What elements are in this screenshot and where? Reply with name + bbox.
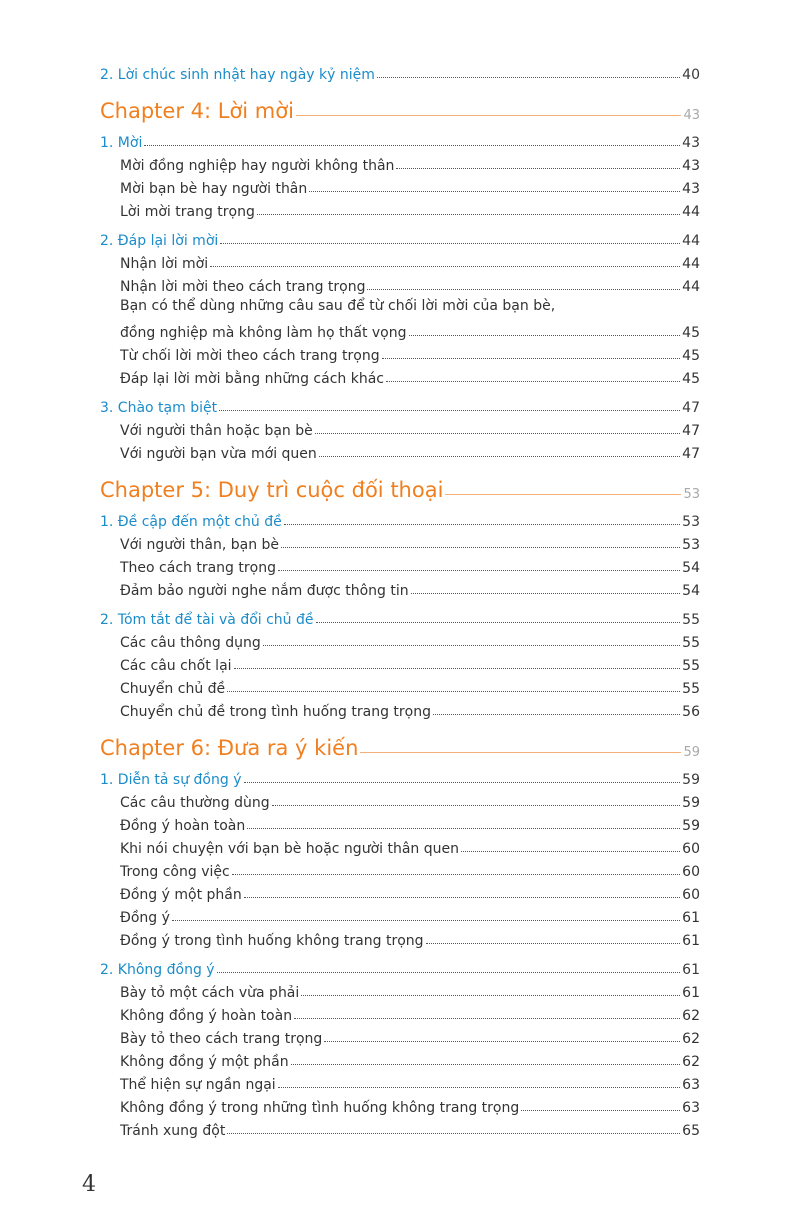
toc-page-number: 44 (682, 256, 700, 272)
dot-leader (433, 714, 680, 715)
toc-page-number: 47 (682, 423, 700, 439)
dot-leader (234, 668, 681, 669)
toc-page-number: 59 (682, 772, 700, 788)
toc-entry-label: 1. Mời (100, 135, 143, 151)
toc-entry-label: Đáp lại lời mời bằng những cách khác (120, 371, 384, 387)
toc-item[interactable] (100, 341, 700, 364)
toc-page-number: 40 (682, 67, 700, 83)
toc-item[interactable] (100, 857, 700, 880)
toc-page-number: 53 (682, 514, 700, 530)
toc-page-number: 43 (682, 158, 700, 174)
section-entry[interactable] (100, 765, 700, 788)
toc-item[interactable] (100, 811, 700, 834)
toc-item[interactable] (100, 1024, 700, 1047)
dot-leader (521, 1110, 680, 1111)
toc-page-number: 60 (682, 887, 700, 903)
toc-entry-label: Tránh xung đột (120, 1123, 226, 1139)
toc-entry-label: 2. Lời chúc sinh nhật hay ngày kỷ niệm (100, 67, 375, 83)
toc-item[interactable] (100, 151, 700, 174)
toc-entry-label: Nhận lời mời theo cách trang trọng (120, 279, 366, 295)
toc-page-number: 45 (682, 371, 700, 387)
dot-leader (324, 1041, 680, 1042)
toc-page-number: 43 (683, 108, 700, 123)
toc-page-number: 44 (682, 233, 700, 249)
toc-page-number: 44 (682, 279, 700, 295)
toc-item[interactable] (100, 439, 700, 462)
toc-entry-label: Không đồng ý trong những tình huống không trang trọng (120, 1100, 520, 1116)
toc-entry-label: Bày tỏ một cách vừa phải (120, 985, 300, 1001)
toc-page-number: 62 (682, 1008, 700, 1024)
toc-item[interactable] (100, 364, 700, 387)
toc-entry-label: Chapter 6: Đưa ra ý kiến (100, 736, 359, 760)
dot-leader (247, 828, 680, 829)
toc-page-number: 43 (682, 135, 700, 151)
toc-entry-label: 2. Đáp lại lời mời (100, 233, 219, 249)
dot-leader (278, 570, 680, 571)
section-entry[interactable] (100, 605, 700, 628)
toc-entry-label: Với người bạn vừa mới quen (120, 446, 317, 462)
toc-page-number: 56 (682, 704, 700, 720)
toc-entry-label: Thể hiện sự ngần ngại (120, 1077, 276, 1093)
toc-page-number: 59 (683, 745, 700, 760)
toc-page-number: 45 (682, 348, 700, 364)
toc-item-multiline[interactable] (100, 295, 700, 341)
dot-leader (367, 289, 680, 290)
toc-entry-line2 (120, 318, 700, 341)
toc-item[interactable] (100, 1001, 700, 1024)
dot-leader (281, 547, 680, 548)
toc-page-number: 43 (682, 181, 700, 197)
dot-leader (232, 874, 680, 875)
dot-leader (461, 851, 680, 852)
dot-leader (210, 266, 680, 267)
toc-page-number: 59 (682, 795, 700, 811)
toc-item[interactable] (100, 1116, 700, 1139)
toc-item[interactable] (100, 978, 700, 1001)
toc-page-number: 54 (682, 583, 700, 599)
dot-leader (172, 920, 680, 921)
toc-item[interactable] (100, 576, 700, 599)
dot-leader (309, 191, 680, 192)
toc-item[interactable] (100, 834, 700, 857)
toc-entry-top[interactable] (100, 60, 700, 83)
toc-item[interactable] (100, 628, 700, 651)
chapter-heading[interactable] (100, 89, 700, 128)
dot-leader (217, 972, 681, 973)
toc-entry-label: Không đồng ý một phần (120, 1054, 289, 1070)
toc-page-number: 47 (682, 446, 700, 462)
toc-entry-label: Với người thân, bạn bè (120, 537, 280, 553)
dot-leader (315, 433, 680, 434)
toc-page-number: 55 (682, 681, 700, 697)
dot-leader (227, 691, 680, 692)
toc-entry-label: Khi nói chuyện với bạn bè hoặc người thân quen (120, 841, 459, 857)
toc-entry-label: Đồng ý (120, 910, 170, 926)
dot-leader (411, 593, 681, 594)
dot-leader (272, 805, 681, 806)
dot-leader (244, 897, 680, 898)
toc-entry-label: Chuyển chủ đề trong tình huống trang trọng (120, 704, 432, 720)
toc-page-number: 47 (682, 400, 700, 416)
toc-entry-label: 2. Tóm tắt để tài và đổi chủ đề (100, 612, 314, 628)
dot-leader (409, 335, 681, 336)
dot-leader (386, 381, 680, 382)
toc-entry-label: Lời mời trang trọng (120, 204, 255, 220)
toc-entry-label: Từ chối lời mời theo cách trang trọng (120, 348, 380, 364)
dot-leader (294, 1018, 680, 1019)
toc-item[interactable] (100, 1093, 700, 1116)
toc-page-number: 61 (682, 985, 700, 1001)
toc-page-number: 63 (682, 1100, 700, 1116)
toc-page-number: 55 (682, 635, 700, 651)
dot-leader (227, 1133, 680, 1134)
dot-leader (263, 645, 680, 646)
toc-entry-label: Mời đồng nghiệp hay người không thân (120, 158, 395, 174)
toc-entry-label: Không đồng ý hoàn toàn (120, 1008, 293, 1024)
section-entry[interactable] (100, 393, 700, 416)
dot-leader (360, 752, 681, 753)
toc-page-number: 61 (682, 962, 700, 978)
toc-entry-label: 3. Chào tạm biệt (100, 400, 218, 416)
toc-page-number: 54 (682, 560, 700, 576)
toc-item[interactable] (100, 553, 700, 576)
toc-entry-label: Bày tỏ theo cách trang trọng (120, 1031, 323, 1047)
toc-item[interactable] (100, 174, 700, 197)
toc-item[interactable] (100, 530, 700, 553)
toc-page-number: 60 (682, 864, 700, 880)
toc-entry-label: Chapter 5: Duy trì cuộc đối thoại (100, 478, 444, 502)
toc-page-number: 60 (682, 841, 700, 857)
toc-page-number: 62 (682, 1031, 700, 1047)
dot-leader (396, 168, 680, 169)
toc-item[interactable] (100, 880, 700, 903)
toc-item[interactable] (100, 1070, 700, 1093)
toc-entry-label: Chapter 4: Lời mời (100, 99, 294, 123)
toc-entry-label: Trong công việc (120, 864, 230, 880)
toc-entry-label-cont: đồng nghiệp mà không làm họ thất vọng (120, 325, 407, 341)
page-number: 4 (82, 1172, 96, 1197)
dot-leader (319, 456, 680, 457)
toc-entry-label: Theo cách trang trọng (120, 560, 276, 576)
toc-page-number: 61 (682, 910, 700, 926)
toc-item[interactable] (100, 788, 700, 811)
toc-entry-label: Mời bạn bè hay người thân (120, 181, 308, 197)
toc-entry-label: Đồng ý hoàn toàn (120, 818, 246, 834)
section-entry[interactable] (100, 507, 700, 530)
toc-page-number: 44 (682, 204, 700, 220)
toc-item[interactable] (100, 697, 700, 720)
toc-item[interactable] (100, 903, 700, 926)
dot-leader (377, 77, 680, 78)
dot-leader (257, 214, 680, 215)
dot-leader (284, 524, 680, 525)
dot-leader (316, 622, 681, 623)
dot-leader (220, 243, 680, 244)
toc-entry-label: Chuyển chủ đề (120, 681, 226, 697)
table-of-contents (100, 60, 700, 1139)
dot-leader (244, 782, 681, 783)
toc-page-number: 61 (682, 933, 700, 949)
toc-item[interactable] (100, 1047, 700, 1070)
toc-entry-label: 1. Đề cập đến một chủ đề (100, 514, 282, 530)
toc-entry-label: Nhận lời mời (120, 256, 209, 272)
toc-page-number: 55 (682, 612, 700, 628)
toc-page-number: 59 (682, 818, 700, 834)
dot-leader (426, 943, 681, 944)
dot-leader (144, 145, 680, 146)
toc-item[interactable] (100, 249, 700, 272)
toc-entry-label: 1. Diễn tả sự đồng ý (100, 772, 242, 788)
toc-item[interactable] (100, 197, 700, 220)
toc-entry-label: Đồng ý trong tình huống không trang trọng (120, 933, 424, 949)
toc-page-number: 65 (682, 1123, 700, 1139)
chapter-heading[interactable] (100, 468, 700, 507)
section-entry[interactable] (100, 226, 700, 249)
toc-entry-label: Các câu chốt lại (120, 658, 232, 674)
toc-entry-label: Các câu thường dùng (120, 795, 270, 811)
dot-leader (445, 494, 681, 495)
toc-item[interactable] (100, 272, 700, 295)
toc-entry-label: 2. Không đồng ý (100, 962, 215, 978)
toc-page-number: 53 (682, 537, 700, 553)
dot-leader (219, 410, 680, 411)
toc-item[interactable] (100, 674, 700, 697)
toc-entry-label: Đồng ý một phần (120, 887, 242, 903)
toc-page-number: 62 (682, 1054, 700, 1070)
section-entry[interactable] (100, 955, 700, 978)
dot-leader (382, 358, 681, 359)
toc-entry-label: Đảm bảo người nghe nắm được thông tin (120, 583, 409, 599)
toc-page-number: 53 (683, 487, 700, 502)
toc-entry-label: Bạn có thể dùng những câu sau để từ chối lời mời của bạn bè, (120, 298, 556, 314)
toc-page-number: 55 (682, 658, 700, 674)
chapter-heading[interactable] (100, 726, 700, 765)
toc-entry-label: Các câu thông dụng (120, 635, 261, 651)
toc-item[interactable] (100, 651, 700, 674)
toc-page-number: 45 (682, 325, 700, 341)
toc-item[interactable] (100, 416, 700, 439)
dot-leader (296, 115, 682, 116)
toc-page-number: 63 (682, 1077, 700, 1093)
toc-entry-label: Với người thân hoặc bạn bè (120, 423, 313, 439)
toc-item[interactable] (100, 926, 700, 949)
dot-leader (291, 1064, 681, 1065)
dot-leader (278, 1087, 680, 1088)
dot-leader (301, 995, 680, 996)
section-entry[interactable] (100, 128, 700, 151)
